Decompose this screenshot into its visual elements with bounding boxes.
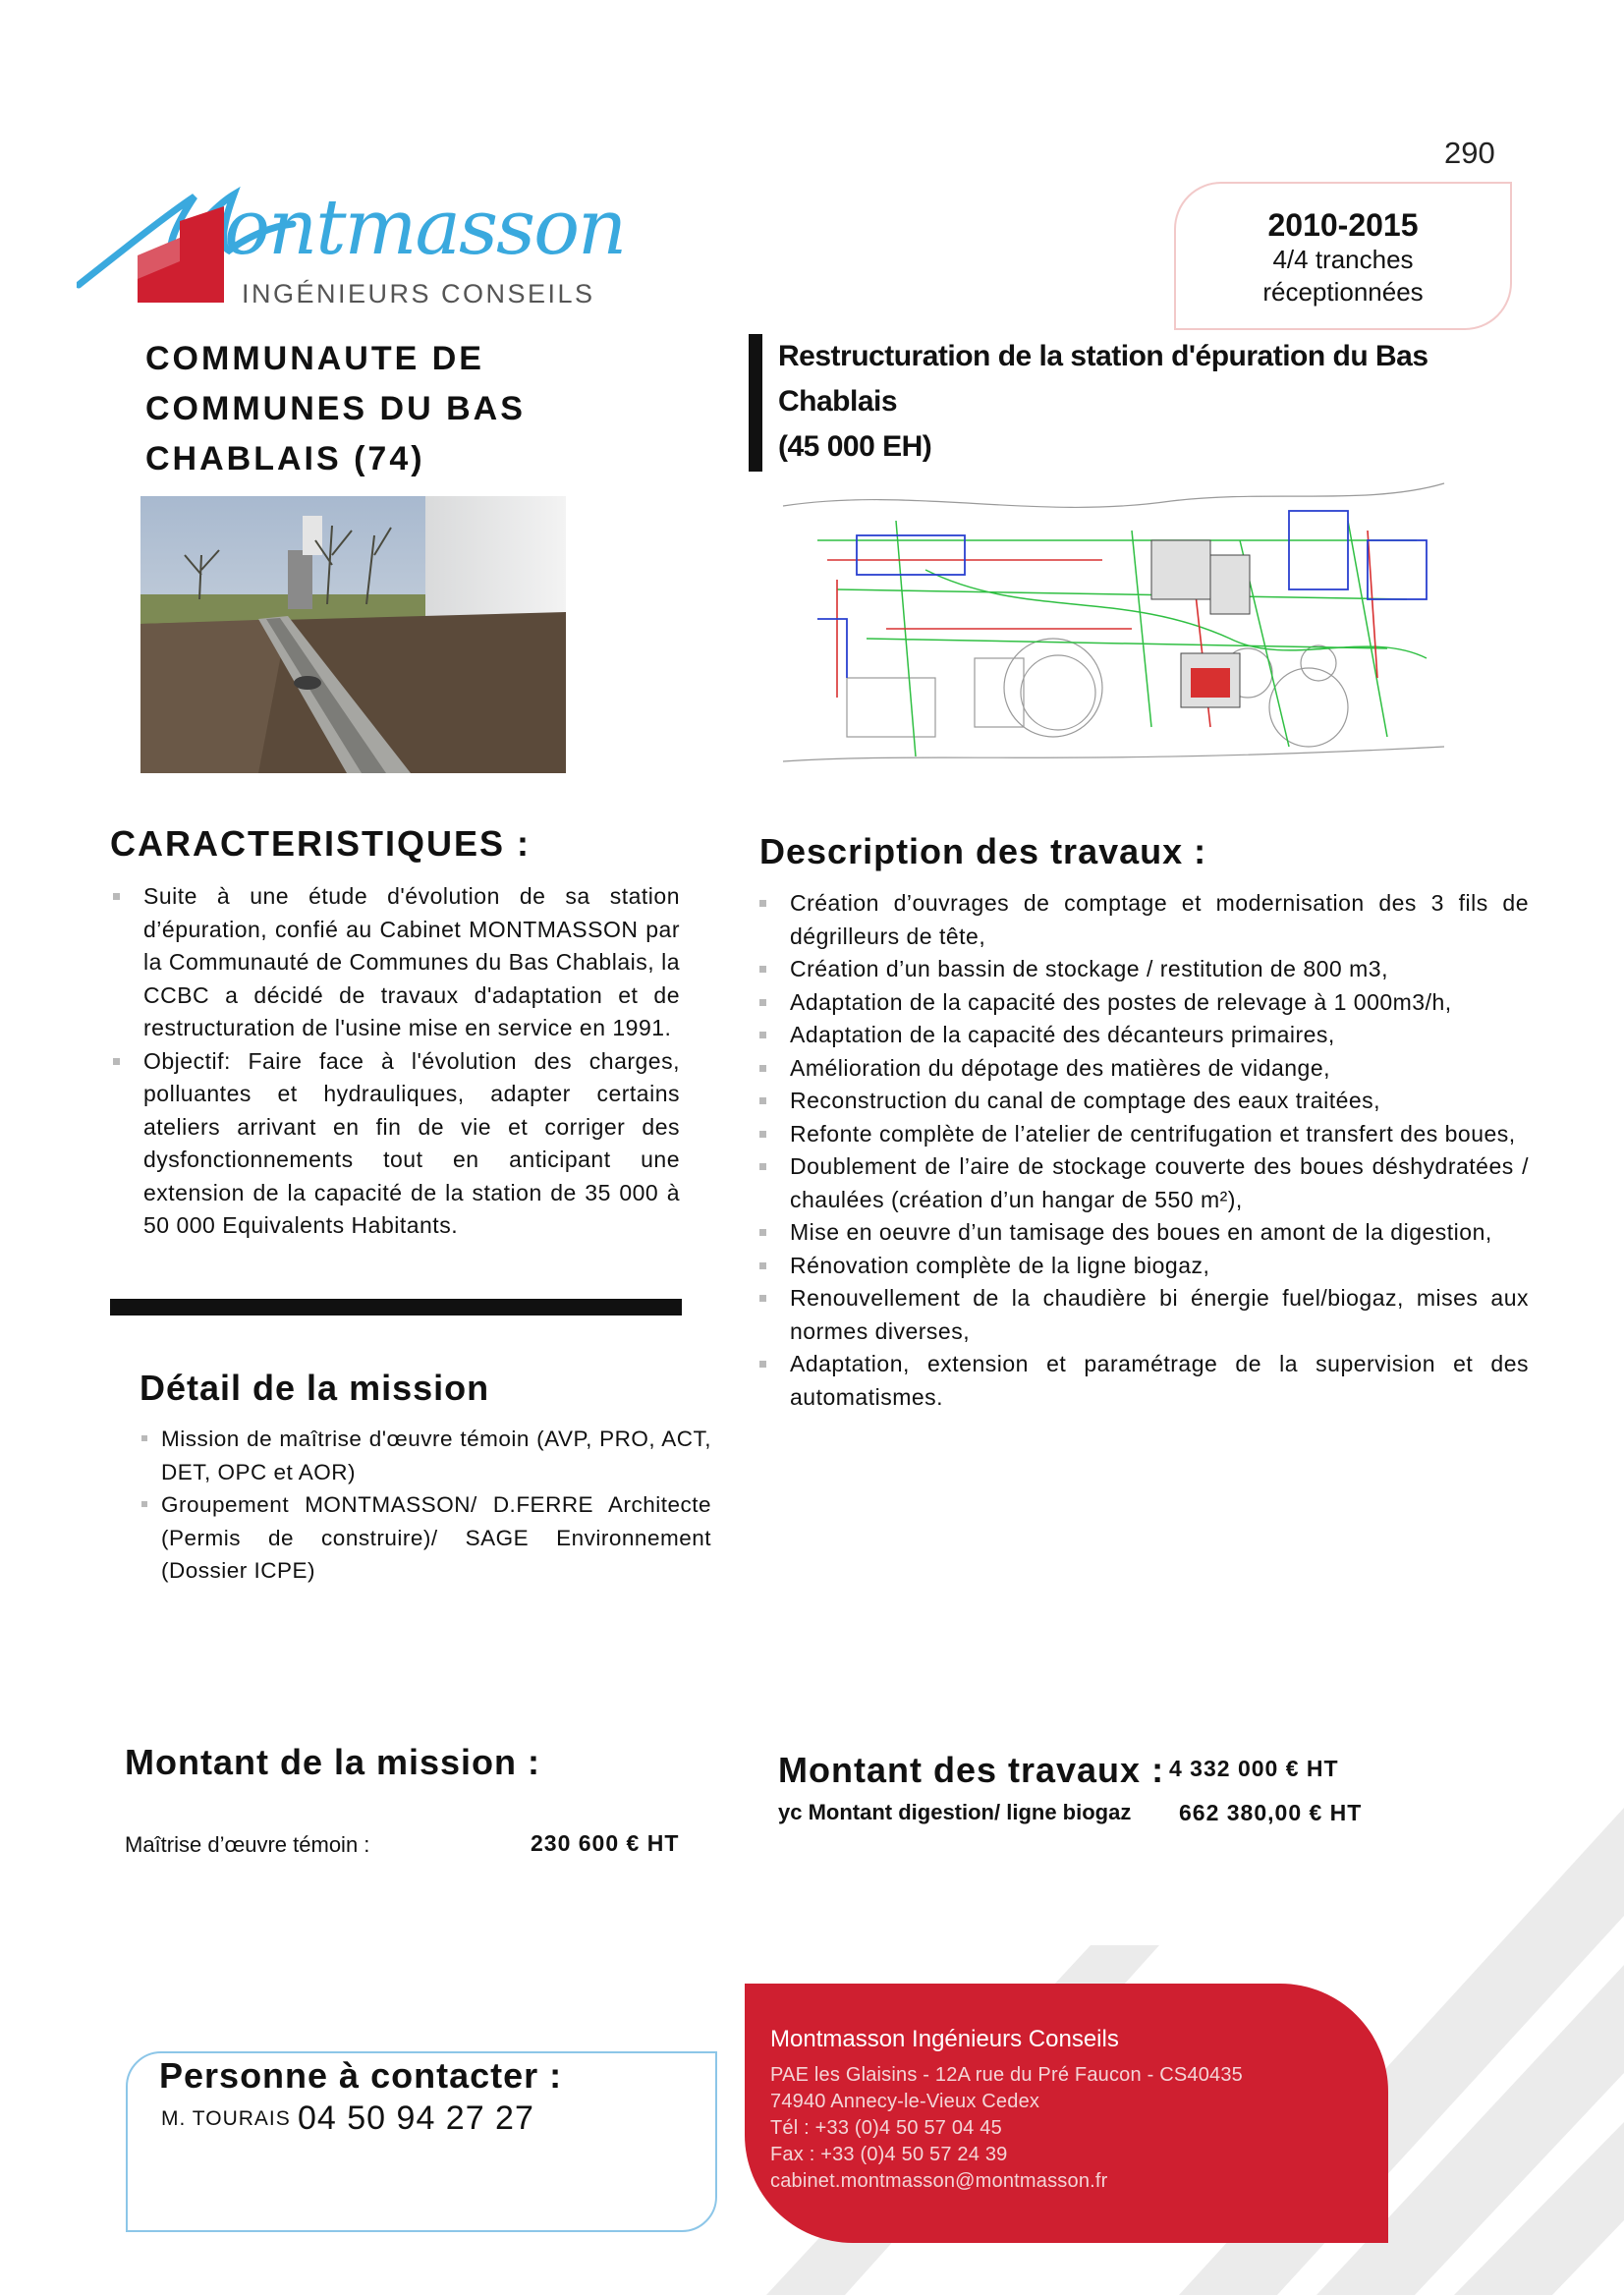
svg-text:ontmasson: ontmasson: [224, 184, 626, 272]
list-item: Adaptation, extension et paramétrage de la supervision et des automatismes.: [756, 1348, 1529, 1414]
detail-list: [140, 1423, 711, 1588]
site-photo: [140, 496, 566, 773]
company-address-line-2: 74940 Annecy-le-Vieux Cedex: [770, 2091, 1040, 2112]
company-email[interactable]: cabinet.montmasson@montmasson.fr: [770, 2170, 1108, 2192]
montant-mission-value: 230 600 € HT: [531, 1830, 680, 1856]
montant-digestion-label: yc Montant digestion/ ligne biogaz: [778, 1800, 1132, 1824]
client-name: [145, 334, 597, 484]
list-item: Reconstruction du canal de comptage des eaux traitées,: [756, 1085, 1529, 1118]
list-item: Renouvellement de la chaudière bi énergie fuel/biogaz, mises aux normes diverses,: [756, 1282, 1529, 1348]
list-item: Création d’ouvrages de comptage et modernisation des 3 fils de dégrilleurs de tête,: [756, 887, 1529, 953]
caracteristiques-list: [110, 880, 680, 1243]
project-title-line-1: Restructuration de la station d'épuration du Bas Chablais: [778, 340, 1428, 418]
montant-travaux-value: 4 332 000 € HT: [1169, 1756, 1339, 1781]
title-accent-bar: [749, 334, 762, 472]
contact-name: M. TOURAIS: [161, 2107, 291, 2130]
company-name: Montmasson Ingénieurs Conseils: [770, 2026, 1119, 2052]
description-heading: Description des travaux :: [759, 831, 1207, 871]
list-item: Mission de maîtrise d'œuvre témoin (AVP, PRO, ACT, DET, OPC et AOR): [140, 1423, 711, 1488]
period-status-line-1: 4/4 tranches: [1272, 245, 1414, 274]
contact-phone: 04 50 94 27 27: [298, 2099, 534, 2137]
montmasson-logo: [77, 177, 666, 314]
list-item: Objectif: Faire face à l'évolution des charges, polluantes et hydrauliques, adapter certains ateliers arrivant en fin de vie et corriger des dysfonctionnements tout en anticipant une extension de la capacité de la station de 35 000 à 50 000 Equivalents Habitants.: [110, 1045, 680, 1243]
page-number: 290: [1444, 136, 1495, 170]
period-status-line-2: réceptionnées: [1262, 277, 1424, 307]
list-item: Adaptation de la capacité des décanteurs primaires,: [756, 1019, 1529, 1052]
list-item: Adaptation de la capacité des postes de relevage à 1 000m3/h,: [756, 986, 1529, 1020]
company-fax: Fax : +33 (0)4 50 57 24 39: [770, 2144, 1008, 2165]
montant-digestion-value: 662 380,00 € HT: [1179, 1800, 1363, 1825]
list-item: Création d’un bassin de stockage / restitution de 800 m3,: [756, 953, 1529, 986]
list-item: Suite à une étude d'évolution de sa station d’épuration, confié au Cabinet MONTMASSON par la Communauté de Communes du Bas Chablais, la CCBC a décidé de travaux d'adaptation et de restructuration de l'usine mise en service en 1991.: [110, 880, 680, 1045]
montant-mission-label: Maîtrise d’œuvre témoin :: [125, 1832, 370, 1857]
section-divider-bar: [110, 1299, 682, 1315]
montant-travaux-heading: Montant des travaux :: [778, 1750, 1165, 1790]
company-address-line-1: PAE les Glaisins - 12A rue du Pré Faucon - CS40435: [770, 2064, 1243, 2086]
list-item: Rénovation complète de la ligne biogaz,: [756, 1250, 1529, 1283]
contact-heading: Personne à contacter :: [159, 2055, 563, 2096]
project-title-line-2: (45 000 EH): [778, 430, 932, 463]
site-plan-drawing: [778, 481, 1446, 768]
company-phone: Tél : +33 (0)4 50 57 04 45: [770, 2117, 1002, 2139]
list-item: Refonte complète de l’atelier de centrifugation et transfert des boues,: [756, 1118, 1529, 1151]
logo-tagline: INGÉNIEURS CONSEILS: [242, 279, 595, 308]
client-line-1: COMMUNAUTE DE: [145, 340, 484, 377]
list-item: Doublement de l’aire de stockage couverte des boues déshydratées / chaulées (création d’un hangar de 550 m²),: [756, 1150, 1529, 1216]
company-info-box: [745, 1984, 1388, 2243]
period-box: [1174, 182, 1512, 330]
project-title: [778, 334, 1544, 470]
list-item: Mise en oeuvre d’un tamisage des boues en amont de la digestion,: [756, 1216, 1529, 1250]
period-years: 2010-2015: [1267, 207, 1419, 243]
description-list: [756, 887, 1529, 1414]
client-line-2: COMMUNES DU BAS: [145, 390, 526, 427]
client-line-3: CHABLAIS (74): [145, 440, 425, 477]
caracteristiques-heading: CARACTERISTIQUES :: [110, 823, 532, 864]
list-item: Amélioration du dépotage des matières de vidange,: [756, 1052, 1529, 1086]
montant-mission-heading: Montant de la mission :: [125, 1742, 541, 1782]
detail-heading: Détail de la mission: [140, 1368, 490, 1408]
list-item: Groupement MONTMASSON/ D.FERRE Architecte (Permis de construire)/ SAGE Environnement (Dossier ICPE): [140, 1488, 711, 1588]
